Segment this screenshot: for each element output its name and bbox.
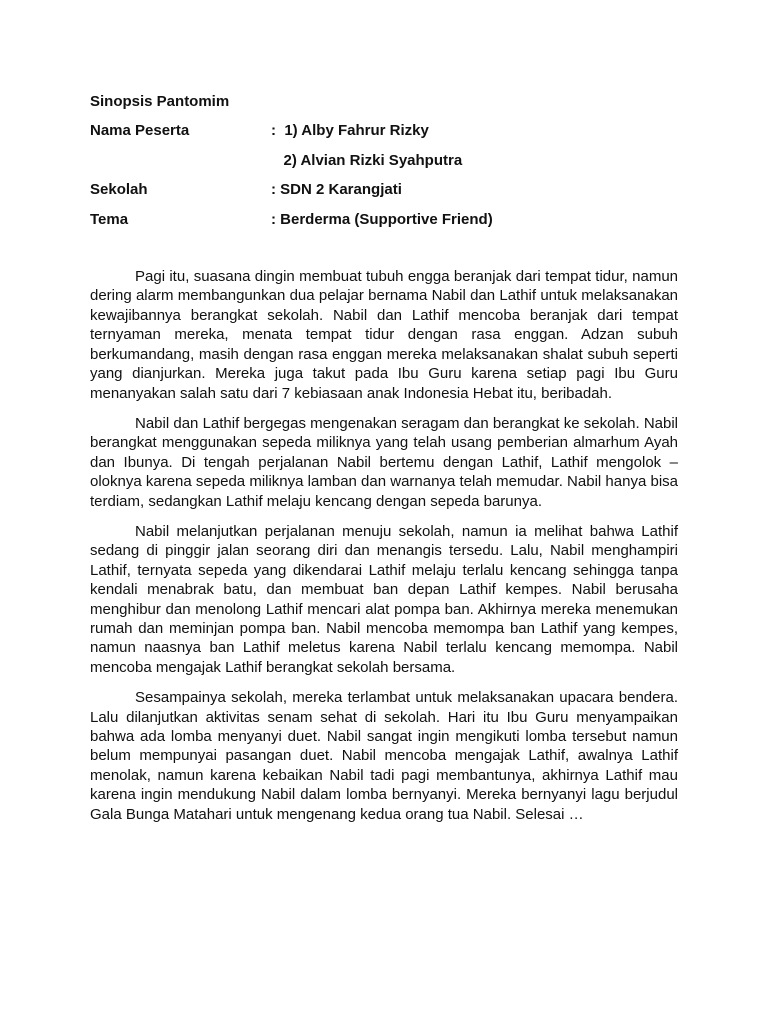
meta-value: 2) Alvian Rizki Syahputra bbox=[271, 151, 463, 169]
meta-label: Tema bbox=[90, 211, 129, 229]
document-page bbox=[90, 92, 678, 835]
meta-label bbox=[90, 151, 271, 171]
paragraph: Pagi itu, suasana dingin membuat tubuh engga beranjak dari tempat tidur, namun dering alarm membangunkan dua pelajar bernama Nabil dan Lathif untuk melaksanakan kewajibannya berangkat sekolah. Nabil dan Lathif mencoba beranjak dari tempat ternyaman mereka, menata tempat tidur dengan rasa enggan. Adzan subuh berkumandang, masih dengan rasa enggan mereka melaksanakan shalat subuh seperti yang dianjurkan. Mereka juga takut pada Ibu Guru karena setiap pagi Ibu Guru menanyakan salah satu dari 7 kebiasaan anak Indonesia Hebat itu, beribadah. bbox=[90, 268, 678, 402]
paragraph: Nabil dan Lathif bergegas mengenakan seragam dan berangkat ke sekolah. Nabil berangkat menggunakan sepeda miliknya yang telah usang pemberian almarhum Ayah dan Ibunya. Di tengah perjalanan Nabil bertemu dengan Lathif, Lathif mengolok – oloknya karena sepeda miliknya lamban dan warnanya telah memudar. Nabil hanya bisa terdiam, sedangkan Lathif melaju kencang dengan sepeda barunya. bbox=[90, 414, 678, 510]
meta-row-participant-2 bbox=[90, 151, 678, 171]
meta-value: : Berderma (Supportive Friend) bbox=[271, 211, 493, 229]
meta-label: Nama Peserta bbox=[90, 122, 190, 139]
meta-row-theme bbox=[90, 210, 678, 230]
document-title: Sinopsis Pantomim bbox=[90, 93, 230, 110]
paragraph: Nabil melanjutkan perjalanan menuju sekolah, namun ia melihat bahwa Lathif sedang di pinggir jalan seorang diri dan menangis tersedu. Lalu, Nabil menghampiri Lathif, ternyata sepeda yang dikendarai Lathif melaju terlalu kencang sehingga tanpa kendali menabrak batu, dan membuat ban depan Lathif kempes. Nabil berusaha menghibur dan menolong Lathif mencari alat pompa ban. Akhirnya mereka menemukan rumah dan meminjan pompa ban. Nabil mencoba memompa ban Lathif yang kempes, namun naasnya ban Lathif meletus karena Nabil terlalu kencang memompa. Nabil mencoba mengajak Lathif berangkat sekolah bersama. bbox=[90, 522, 678, 676]
meta-value: : SDN 2 Karangjati bbox=[271, 181, 402, 199]
meta-value: : 1) Alby Fahrur Rizky bbox=[271, 122, 429, 139]
synopsis-body bbox=[90, 267, 678, 824]
meta-row-participants bbox=[90, 121, 678, 141]
meta-row-school bbox=[90, 180, 678, 200]
paragraph: Sesampainya sekolah, mereka terlambat untuk melaksanakan upacara bendera. Lalu dilanjutkan aktivitas senam sehat di sekolah. Hari itu Ibu Guru menyampaikan bahwa ada lomba menyanyi duet. Nabil sangat ingin mengikuti lomba tersebut namun belum mempunyai pasangan duet. Nabil mencoba mengajak Lathif, awalnya Lathif menolak, namun karena kebaikan Nabil tadi pagi membantunya, akhirnya Lathif mau karena ingin mendukung Nabil dalam lomba bernyanyi. Mereka bernyanyi lagu berjudul Gala Bunga Matahari untuk mengenang kedua orang tua Nabil. Selesai … bbox=[90, 689, 678, 823]
meta-label: Sekolah bbox=[90, 181, 148, 199]
